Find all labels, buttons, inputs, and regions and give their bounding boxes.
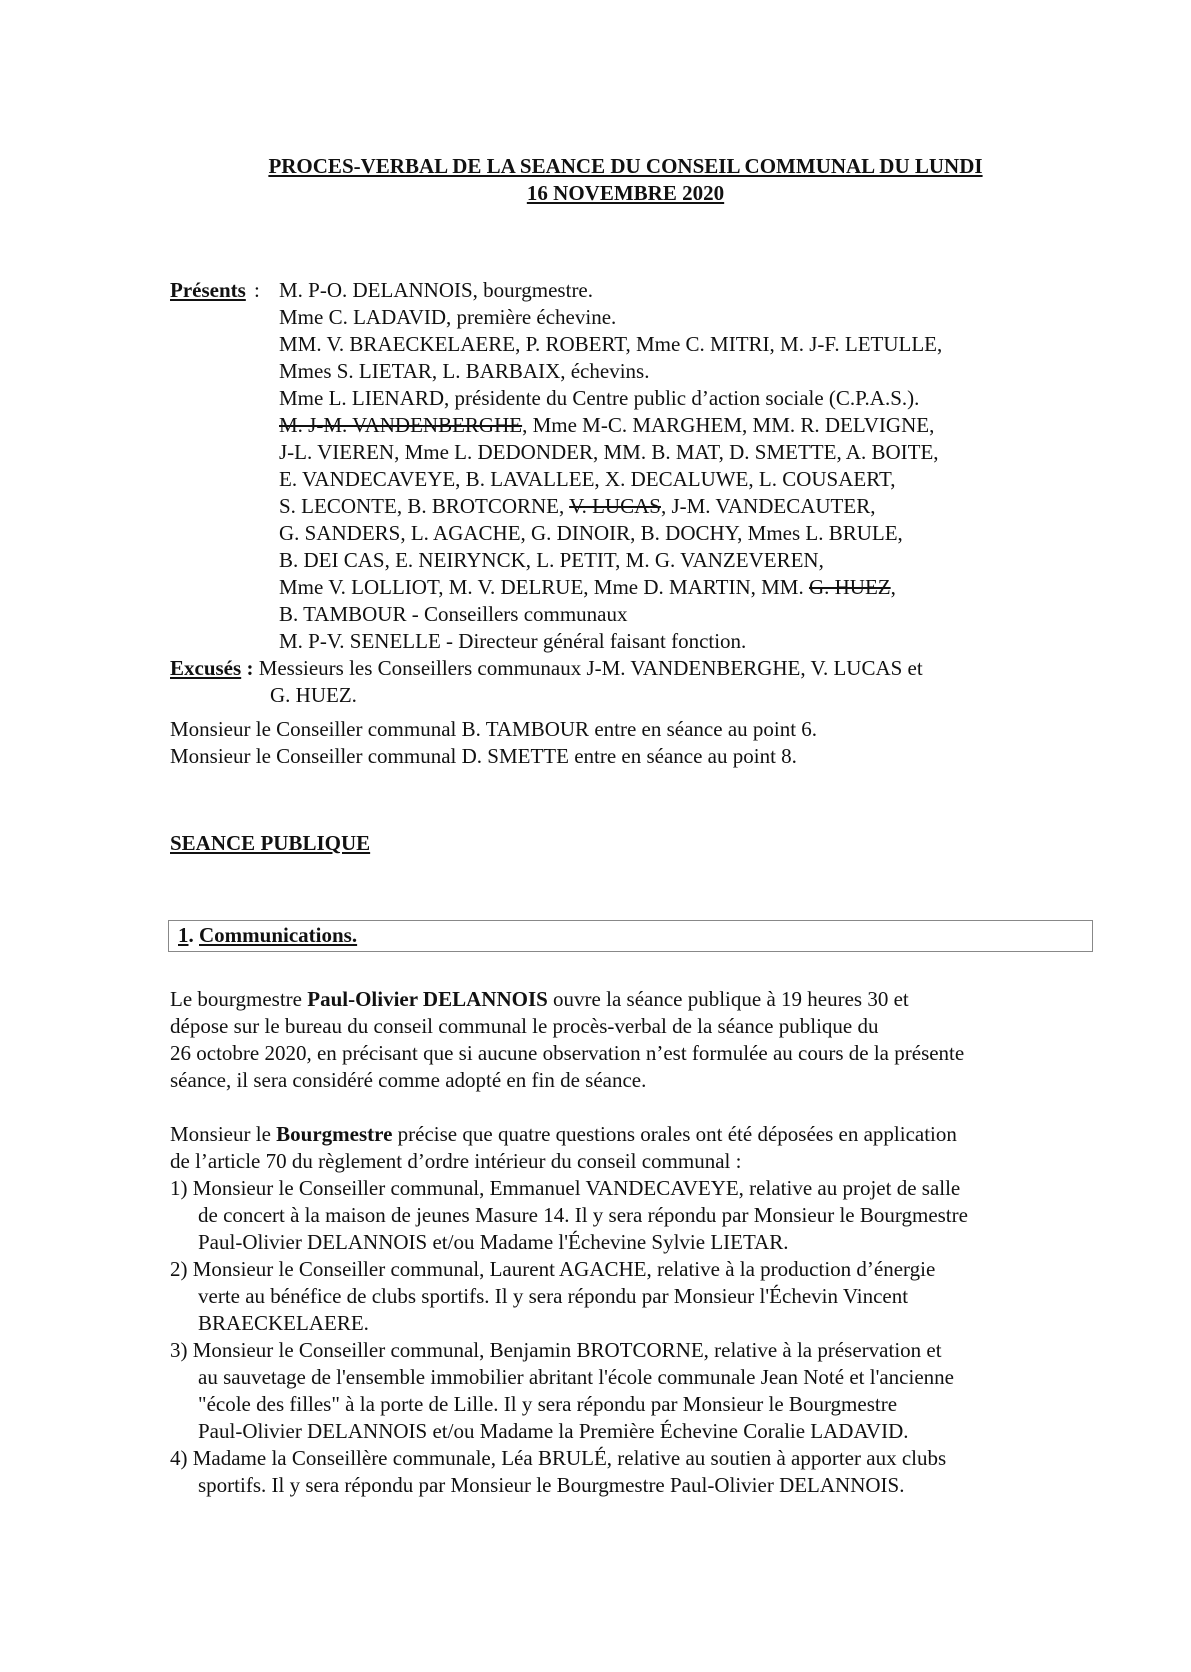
note-line-1: Monsieur le Conseiller communal B. TAMBOUR entre en séance au point 6. [170, 717, 818, 741]
struck-name: G. HUEZ [808, 575, 891, 599]
section-heading: SEANCE PUBLIQUE [170, 831, 371, 855]
presents-line-3: MM. V. BRAECKELAERE, P. ROBERT, Mme C. MITRI, M. J-F. LETULLE, [279, 332, 943, 356]
presents-sep: : [254, 278, 260, 302]
question-3-line-3: "école des filles" à la porte de Lille. Il y sera répondu par Monsieur le Bourgmestre [198, 1392, 898, 1416]
question-3-line-1: 3) Monsieur le Conseiller communal, Benjamin BROTCORNE, relative à la préservation et [170, 1338, 942, 1362]
presents-line-1: M. P-O. DELANNOIS, bourgmestre. [279, 278, 594, 302]
question-4-line-2: sportifs. Il y sera répondu par Monsieur le Bourgmestre Paul-Olivier DELANNOIS. [198, 1473, 905, 1497]
question-2-line-2: verte au bénéfice de clubs sportifs. Il y sera répondu par Monsieur l'Échevin Vincent [198, 1284, 909, 1308]
presents-line-10: G. SANDERS, L. AGACHE, G. DINOIR, B. DOCHY, Mmes L. BRULE, [279, 521, 903, 545]
question-2-line-3: BRAECKELAERE. [198, 1311, 369, 1335]
question-1-line-2: de concert à la maison de jeunes Masure 14. Il y sera répondu par Monsieur le Bourgmestre [198, 1203, 968, 1227]
para1-line-4: séance, il sera considéré comme adopté en fin de séance. [170, 1068, 647, 1092]
presents-line-14: M. P-V. SENELLE - Directeur général faisant fonction. [279, 629, 747, 653]
title-line-1: PROCES-VERBAL DE LA SEANCE DU CONSEIL COMMUNAL DU LUNDI [268, 154, 983, 178]
struck-name: M. J-M. VANDENBERGHE [279, 413, 523, 437]
question-3-line-4: Paul-Olivier DELANNOIS et/ou Madame la Première Échevine Coralie LADAVID. [198, 1419, 909, 1443]
excuses-label: Excusés [170, 656, 242, 680]
presents-line-4: Mmes S. LIETAR, L. BARBAIX, échevins. [279, 359, 650, 383]
presents-line-13: B. TAMBOUR - Conseillers communaux [279, 602, 628, 626]
presents-line-8: E. VANDECAVEYE, B. LAVALLEE, X. DECALUWE, L. COUSAERT, [279, 467, 896, 491]
presents-line-6: M. J-M. VANDENBERGHE, Mme M-C. MARGHEM, MM. R. DELVIGNE, [279, 413, 935, 437]
presents-line-12: Mme V. LOLLIOT, M. V. DELRUE, Mme D. MARTIN, MM. G. HUEZ, [279, 575, 896, 599]
para1-line-1: Le bourgmestre Paul-Olivier DELANNOIS ouvre la séance publique à 19 heures 30 et [170, 987, 909, 1011]
presents-line-7: J-L. VIEREN, Mme L. DEDONDER, MM. B. MAT, D. SMETTE, A. BOITE, [279, 440, 939, 464]
para2-line-2: de l’article 70 du règlement d’ordre intérieur du conseil communal : [170, 1149, 742, 1173]
presents-line-2: Mme C. LADAVID, première échevine. [279, 305, 617, 329]
question-1-line-3: Paul-Olivier DELANNOIS et/ou Madame l'Échevine Sylvie LIETAR. [198, 1230, 789, 1254]
question-2-line-1: 2) Monsieur le Conseiller communal, Laurent AGACHE, relative à la production d’énergie [170, 1257, 936, 1281]
presents-label: Présents [170, 278, 246, 302]
presents-line-11: B. DEI CAS, E. NEIRYNCK, L. PETIT, M. G. VANZEVEREN, [279, 548, 824, 572]
question-4-line-1: 4) Madame la Conseillère communale, Léa BRULÉ, relative au soutien à apporter aux clubs [170, 1446, 947, 1470]
document-title [160, 153, 1091, 207]
presents-line-5: Mme L. LIENARD, présidente du Centre public d’action sociale (C.P.A.S.). [279, 386, 920, 410]
excuses-line-1: Excusés : Messieurs les Conseillers communaux J-M. VANDENBERGHE, V. LUCAS et [170, 656, 923, 680]
title-line-2: 16 NOVEMBRE 2020 [526, 181, 725, 205]
note-line-2: Monsieur le Conseiller communal D. SMETTE entre en séance au point 8. [170, 744, 797, 768]
agenda-item-title: 1. Communications. [178, 923, 358, 947]
para2-line-1: Monsieur le Bourgmestre précise que quatre questions orales ont été déposées en application [170, 1122, 957, 1146]
question-3-line-2: au sauvetage de l'ensemble immobilier abritant l'école communale Jean Noté et l'ancienne [198, 1365, 954, 1389]
para1-line-3: 26 octobre 2020, en précisant que si aucune observation n’est formulée au cours de la présente [170, 1041, 965, 1065]
para1-line-2: dépose sur le bureau du conseil communal le procès-verbal de la séance publique du [170, 1014, 879, 1038]
presents-line-9: S. LECONTE, B. BROTCORNE, V. LUCAS, J-M. VANDECAUTER, [279, 494, 876, 518]
excuses-line-2: G. HUEZ. [270, 683, 357, 707]
question-1-line-1: 1) Monsieur le Conseiller communal, Emmanuel VANDECAVEYE, relative au projet de salle [170, 1176, 961, 1200]
struck-name: V. LUCAS [569, 494, 661, 518]
